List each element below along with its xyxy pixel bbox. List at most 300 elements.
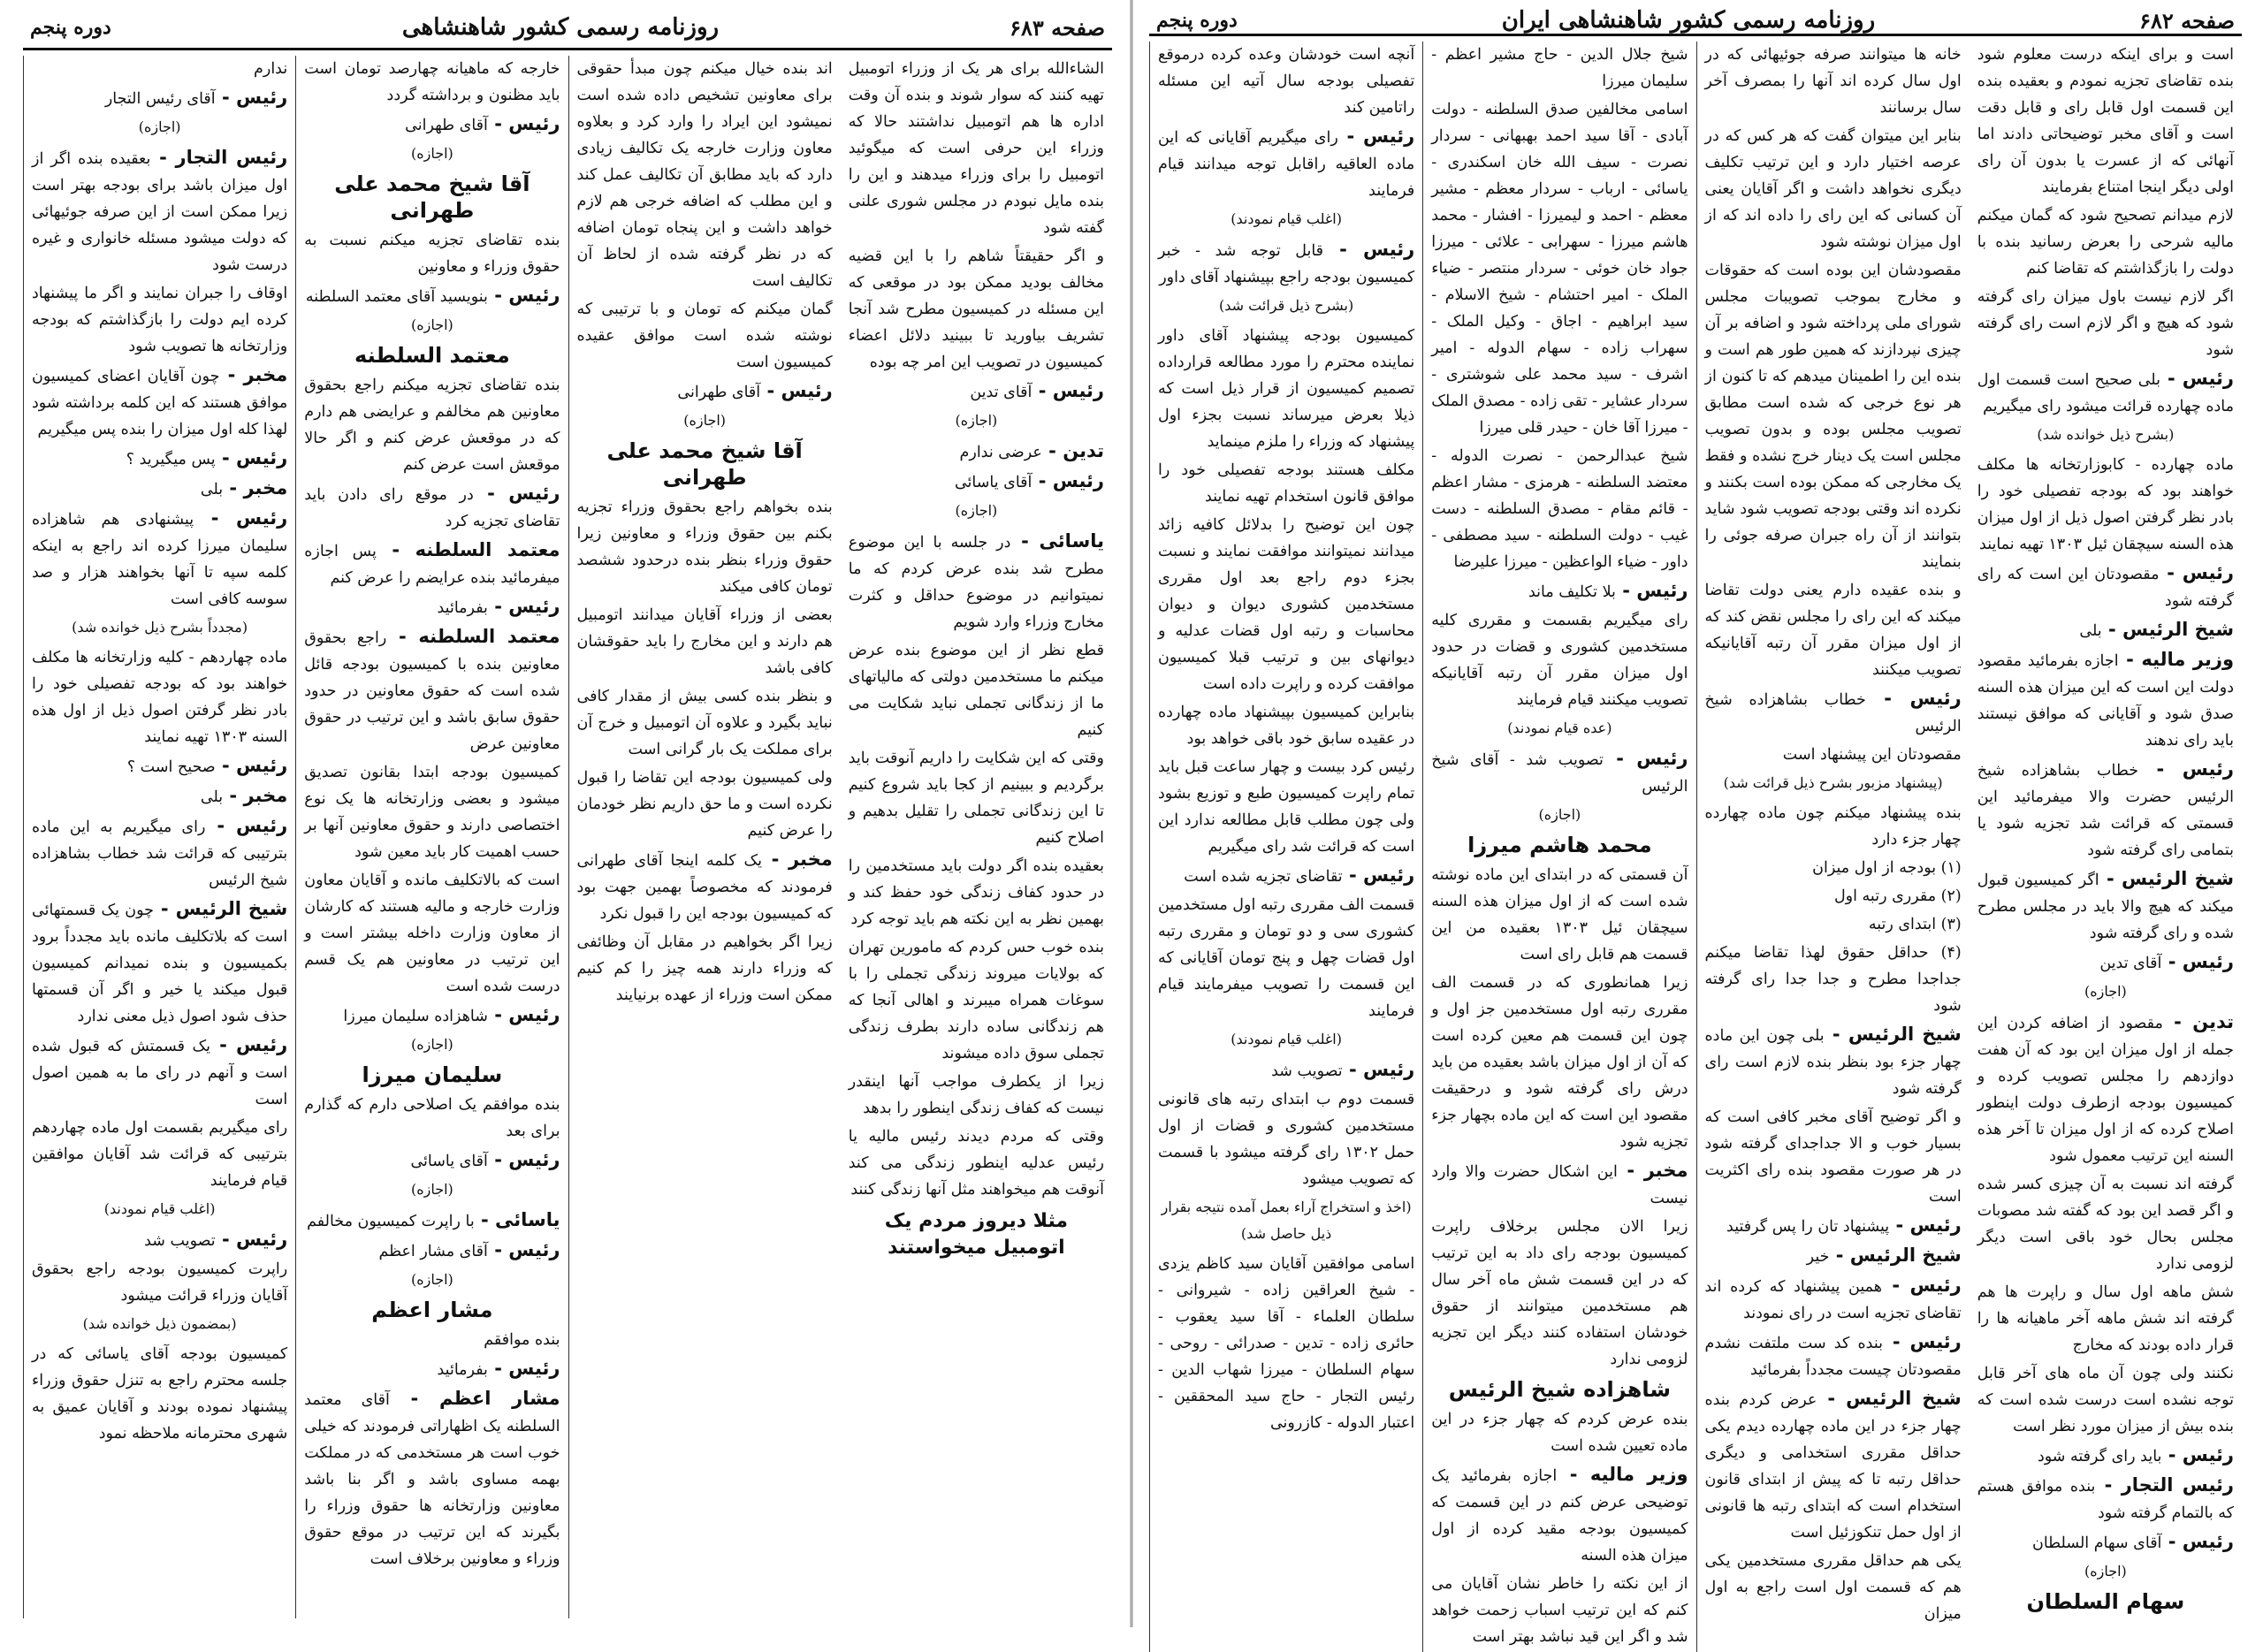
text-column (1696, 42, 1970, 1652)
paragraph (1705, 257, 1962, 575)
entry-text: بنابر این میتوان گفت که هر کس که در عرصه اختیار دارد و این ترتیب تکلیف دیگری نخواهد داشت و اگر آقایان یعنی آن کسانی که این رای را داده اند که از اول میزان نوشته شود (1704, 127, 1962, 251)
speech-entry (1431, 1461, 1688, 1569)
entry-text: شیخ جلال الدین - حاج مشیر اعظم - سلیمان میرزا (1431, 46, 1688, 90)
speaker-name: تدین - (1042, 440, 1104, 461)
entry-text: زیرا اگر بخواهیم در مقابل آن وظائفی که وزراء دارند همه چیز را کم کنیم ممکن است وزراء از عهده برنیایند (576, 933, 833, 1004)
entry-text: بنده خوب حس کردم که مامورین تهران که بولایات میروند زندگی تجملی را با سوغات همراه میبرند و اهالی آنجا که هم زندگانی ساده دارند بطرف زندگی تجملی سوق داده میشوند (848, 939, 1104, 1062)
entry-text: بعضی از وزراء آقایان میدانند اتومبیل هم دارند و این مخارج را باید حقوقشان کافی باشد (576, 606, 833, 677)
speaker-name: رئیس - (1882, 1275, 1962, 1296)
entry-text: مکلف هستند بودجه تفصیلی خود را موافق قانون استخدام تهیه نمایند (1158, 461, 1415, 506)
entry-text: این اشکال حضرت والا وارد نیست (1431, 1163, 1688, 1207)
speaker-name: یاسائی - (475, 1209, 560, 1230)
speech-entry (1977, 365, 2234, 420)
paragraph (577, 602, 833, 681)
speaker-name: رئیس - (1616, 580, 1688, 601)
speech-entry (1705, 1272, 1962, 1327)
entry-text: عرض کردم بنده چهار جزء در این ماده چهارده دیدم یکی حداقل مقرری استخدامی و دیگری حداقل رتبه تا که پیش از ابتدای قانون استخدام است که ابتدای رتبه ها قانونی از اول حمل تنکوزئیل است (1704, 1391, 1962, 1542)
entry-text: بعقیده بنده اگر از اول میزان باشد برای بودجه بهتر است زیرا ممکن است از این صرفه جوئیهائی که دولت میشود مسئله خانواری و غیره درست شود (32, 150, 288, 274)
speech-entry (1431, 1157, 1688, 1212)
entry-text: مقصودتان این پیشنهاد است (1782, 746, 1962, 764)
speech-entry (304, 480, 560, 535)
left-page-number: صفحه ۶۸۳ (1010, 14, 1105, 41)
text-column (568, 56, 841, 1618)
entry-text: پس میگیرید ؟ (126, 451, 216, 468)
entry-text: چون آقایان اعضای کمیسیون موافق هستند که این کلمه برداشته شود لهذا کله اول میزان را بنده پس میگیریم (32, 368, 288, 438)
speaker-name: مشار اعظم - (390, 1388, 560, 1409)
entry-text: قابل توجه شد - خبر کمیسیون بودجه راجع بپیشنهاد آقای داور (1158, 242, 1415, 286)
speaker-name: رئیس - (216, 1229, 288, 1250)
speaker-name: رئیس - (205, 815, 287, 836)
speaker-name: رئیس - (474, 483, 560, 504)
speaker-name: مخبر - (223, 477, 287, 499)
entry-text: رای میگیریم بقسمت اول ماده چهاردهم بترتیبی که قرائت شد آقایان موافقین قیام فرمایند (32, 1119, 288, 1190)
entry-text: اوقاف را جبران نمایند و اگر ما پیشنهاد کرده ایم دولت را بازگذاشتم که بودجه وزارتخانه ها تصویب شود (32, 285, 288, 355)
paragraph (849, 1069, 1104, 1122)
entry-text: باید رای گرفته شود (2037, 1448, 2162, 1465)
speaker-heading: آقا شیخ محمد علی طهرانی (334, 171, 530, 223)
left-page (0, 0, 1132, 1627)
speech-entry (304, 1237, 560, 1265)
entry-text: همین پیشنهاد که کرده اند تقاضای تجزیه است در رای نمودند (1704, 1278, 1962, 1322)
entry-text: لازم میدانم تصحیح شود که گمان میکنم مالیه شرحی را بعرض رسانید بنده با دولت را بازگذاشتم که تقاضا کنم (1977, 207, 2234, 278)
entry-text: وقتی که مردم دیدند رئیس مالیه یا رئیس عدلیه اینطور زندگی می کند آنوقت هم میخواهند مثل آنها زندگی کنند (848, 1128, 1104, 1199)
entry-text: شیخ عبدالرحمن - نصرت الدوله - معتضد السلطنه - هرمزی - مشار اعظم - قائم مقام - مصدق السلطنه - دست غیب - دولت السلطنه - سید مصطفی - داور - ضیاء الواعظین - میرزا علیرضا (1431, 447, 1688, 571)
entry-text: خطاب بشاهزاده شیخ الرئیس (1704, 691, 1962, 735)
speech-entry (1431, 745, 1688, 800)
speaker-name: رئیس التجار - (2095, 1474, 2234, 1496)
speech-entry (32, 1032, 287, 1113)
entry-text: آقای مشار اعظم (378, 1243, 488, 1260)
speech-entry (32, 895, 287, 1030)
entry-text: اند بنده خیال میکنم چون مبدأ حقوقی برای معاونین تشخیص داده شده است نمیشود این ایراد را وارد کرد و بعلاوه معاون وزارت خارجه یک تکالیف زیادی دارد که باید مطابق آن تکالیف عمل کند و این مطلب که اضافه خرجی هم لازم خواهد داشت و این پنجاه تومان اضافه که در نظر گرفته شده از لحاظ آن تکالیف است (576, 60, 833, 290)
entry-text: بنده تقاضای تجزیه میکنم نسبت به حقوق وزراء و معاونین (304, 232, 560, 276)
speech-entry (1977, 616, 2234, 644)
paragraph (1158, 754, 1414, 860)
speaker-name: رئیس - (2161, 1444, 2234, 1465)
speaker-name: وزیر مالیه - (1557, 1464, 1688, 1485)
speaker-name: رئیس - (488, 113, 560, 134)
procedural-note: (مجدداً بشرح ذیل خوانده شد) (72, 619, 248, 636)
speaker-name: رئیس - (488, 1004, 560, 1025)
paragraph (1705, 42, 1962, 121)
entry-text: شاهزاده سلیمان میرزا (343, 1008, 488, 1025)
entry-text: آقای رئیس التجار (104, 90, 216, 108)
paragraph (304, 1092, 560, 1145)
entry-text: گمان میکنم که تومان و با ترتیبی که نوشته شده است موافق عقیده کمیسیون است (576, 301, 833, 371)
speech-entry (304, 1385, 560, 1572)
speaker-name: مخبر - (223, 785, 287, 806)
speaker-name: رئیس - (2160, 562, 2234, 583)
entry-text: بنده موافقم یک اصلاحی دارم که گذارم برای بعد (304, 1096, 560, 1140)
paragraph (577, 683, 833, 763)
paragraph (1158, 457, 1414, 510)
paragraph (1158, 1251, 1414, 1436)
entry-text: آقای طهرانی (677, 384, 761, 401)
entry-text: بنده کد ست ملتفت نشدم مقصودتان چیست مجدداً بفرمائید (1704, 1335, 1962, 1379)
speaker-name: رئیس - (1343, 1059, 1415, 1080)
entry-text: کمیسیون بودجه ابتدا بقانون تصدیق میشود و بعضی وزارتخانه ها یک نوع اختصاصی دارند و حقوق معاونین آنها بر حسب اهمیت کار باید معین شود (304, 764, 560, 861)
left-page-header (23, 7, 1112, 50)
paragraph (849, 934, 1104, 1067)
paragraph (1705, 800, 1962, 853)
paragraph (304, 56, 560, 109)
paragraph (1158, 1086, 1414, 1192)
speech-entry (32, 362, 287, 443)
right-page-header (1149, 7, 2242, 36)
entry-text: از این نکته را خاطر نشان آقایان می کنم که این ترتیب اسباب زحمت خواهد شد و اگر این قید نباشد بهتر است (1431, 1575, 1688, 1646)
entry-text: اگر کمیسیون قبول میکند که هیچ والا باید در مجلس مطرح شده و رای گرفته شود (1977, 872, 2234, 942)
speaker-heading: سهام السلطان (2026, 1589, 2185, 1614)
entry-text: آقای یاسائی (410, 1153, 488, 1170)
speaker-name: رئیس التجار - (150, 147, 287, 168)
entry-text: اجازه بفرمائید یک توضیحی عرض کنم در این قسمت که کمیسیون بودجه مقید کرده از اول میزان هذه السنه (1431, 1467, 1688, 1564)
speaker-name: شیخ الرئیس - (1817, 1388, 1961, 1409)
paragraph (1705, 742, 1962, 768)
entry-text: تقاضای تجزیه شده است (1184, 868, 1343, 886)
speaker-name: رئیس - (210, 1034, 287, 1055)
speech-entry (32, 782, 287, 811)
procedural-note: (اجازه) (138, 118, 181, 135)
paragraph (577, 296, 833, 376)
paragraph (1431, 443, 1688, 575)
speech-entry (304, 1001, 560, 1030)
speech-entry (304, 1207, 560, 1235)
entry-text: قطع نظر از این موضوع بنده عرض میکنم ما مستخدمین دولتی که مالیاتهای ما از زندگانی تجملی نباید شکایت می کنیم (848, 642, 1104, 739)
entry-text: (۳) ابتدای رتبه (1868, 916, 1962, 933)
entry-text: الشاءالله برای هر یک از وزراء اتومبیل تهیه کنند که سوار شوند و بنده آن وقت اداره ها هم اتومبیل نداشتند حالا که وزراء این حرفی است که میگوئید اتومبیل را برای وزراء میدهند و این را بنده مایل نبودم در مجلس شوری علنی گفته شود (848, 60, 1104, 237)
entry-text: در موقع رای دادن باید تقاضای تجزیه کرد (304, 486, 560, 530)
entry-text: رای میگیریم بقسمت و مقرری کلیه مستخدمین کشوری و قضات در حدود اول میزان مقرر آن رتبه آقایانیکه تصویب میکنند قیام فرمایند (1431, 612, 1688, 709)
entry-text: تصویب شد (1271, 1062, 1343, 1080)
procedural-note: (بشرح ذیل خوانده شد) (2037, 426, 2175, 443)
procedural-note: (اجازه) (1538, 806, 1581, 823)
speaker-name: رئیس - (194, 507, 287, 529)
entry-text: آقای تدین (970, 384, 1032, 401)
procedural-note: (اجازه) (2084, 1563, 2127, 1580)
speaker-name: رئیس - (2138, 758, 2234, 780)
speaker-name: رئیس - (1323, 239, 1414, 260)
speech-entry (1705, 1242, 1962, 1270)
speech-entry (1977, 1528, 2234, 1557)
entry-text: بفرمائید (437, 599, 488, 617)
paragraph (1705, 883, 1962, 910)
speaker-name: معتمد السلطنه - (377, 539, 560, 560)
entry-text: بنده تقاضای تجزیه میکنم راجع بحقوق معاونین هم مخالفم و عرایضی هم دارم که در موقعش عرض کنم و اگر حالا موقعش است عرض کنم (304, 377, 560, 474)
speaker-name: رئیس - (2161, 1531, 2234, 1552)
speaker-name: شیخ الرئیس - (1825, 1024, 1962, 1045)
entry-text: کمیسیون بودجه آقای یاسائی که در جلسه محترم راجع به تنزل حقوق وزراء پیشنهاد نموده بودند و آقایان عمیق به شهری محترمانه ملاحظه نمود (32, 1345, 288, 1443)
speech-entry (1977, 1472, 2234, 1526)
speaker-name: شیخ الرئیس - (2099, 868, 2234, 889)
paragraph (1705, 1104, 1962, 1210)
entry-text: آقای یاسائی (954, 474, 1032, 491)
paragraph (1705, 855, 1962, 881)
paragraph (1431, 1214, 1688, 1373)
entry-text: بلی (200, 788, 224, 806)
speech-entry (1977, 646, 2234, 754)
paragraph (1431, 42, 1688, 95)
paragraph (1431, 607, 1688, 713)
speaker-name: شیخ الرئیس - (2102, 619, 2234, 640)
speaker-name: شیخ الرئیس - (154, 898, 287, 919)
speaker-name: وزیر مالیه - (2119, 649, 2234, 670)
speaker-name: مخبر - (219, 364, 287, 385)
procedural-note: (اجازه) (410, 1271, 453, 1288)
text-column (23, 56, 295, 1618)
entry-text: و بنده عقیده دارم یعنی دولت تقاضا میکند که این رای را مجلس نقض کند که از اول میزان مقرر آن رتبه آقایانیکه تصویب میکنند (1704, 582, 1962, 679)
entry-text: اگر لازم نیست باول میزان رای گرفته شود که هیچ و اگر لازم است رای گرفته شود (1977, 288, 2234, 359)
speaker-name: رئیس - (1032, 470, 1104, 491)
procedural-note: (اجازه) (683, 412, 727, 429)
entry-text: پیشنهاد تان را پس گرفتید (1726, 1218, 1890, 1236)
paragraph (1158, 892, 1414, 1024)
entry-text: خیر (1806, 1248, 1830, 1266)
speech-entry (1705, 1385, 1962, 1546)
speaker-heading: مشار اعظم (371, 1298, 493, 1322)
entry-text: راجع بحقوق معاونین بنده با کمیسیون بودجه قائل شده است که حقوق معاونین در حدود حقوق سابق باشد و این ترتیب در حقوق معاونین عرض (304, 629, 560, 753)
speaker-name: تدین - (2163, 1011, 2234, 1032)
text-column (841, 56, 1112, 1618)
paragraph (1431, 96, 1688, 441)
paragraph (1977, 42, 2234, 201)
speaker-name: رئیس - (488, 285, 560, 306)
entry-text: اجازه بفرمائید مقصود دولت این است که این میزان هذه السنه صدق شود و آقایانی که موافق نیستند باید رای ندهند (1977, 652, 2234, 750)
entry-text: رای میگیریم به این ماده بترتیبی که قرائت شد خطاب بشاهزاده شیخ الرئیس (32, 818, 288, 889)
speech-entry (849, 468, 1104, 496)
entry-text: و اگر حقیقتاً شاهم را با این قضیه مخالف بودید ممکن بود در موقعی که این مسئله در کمیسیون مطرح شد آنجا تشریف بیاورید تا ببینید دلائل اعضاء کمیسیون در تصویب این امر چه بوده (848, 247, 1104, 371)
speaker-heading: معتمد السلطنه (354, 343, 510, 368)
speech-entry (1977, 756, 2234, 864)
procedural-note: (اغلب قیام نمودند) (1231, 1031, 1342, 1047)
entry-text: ماده چهارده - کابوزارتخانه ها مکلف خواهند بود که بودجه تفصیلی خود را بادر نظر گرفتن اصول ذیل از اول میزان هذه السنه سیچقان ئیل ۱۳۰۳ تهیه نمایند (1977, 456, 2234, 553)
paragraph (304, 1327, 560, 1353)
entry-text: زیرا همانطوری که در قسمت الف مقرری رتبه اول مستخدمین جز اول و چون این قسمت هم معین کرده است که آن از اول میزان باشد بعقیده من باید درش رای گرفته شود و درحقیقت مقصود این است که این ماده بچهار جزء تجزیه شود (1431, 974, 1688, 1151)
entry-text: ماده چهاردهم - کلیه وزارتخانه ها مکلف خواهند بود که بودجه تفصیلی خود را بادر نظر گرفتن اصول ذیل از اول هذه السنه ۱۳۰۳ تهیه نمایند (32, 649, 288, 746)
paragraph (849, 637, 1104, 743)
speech-entry (32, 475, 287, 503)
paragraph (1977, 452, 2234, 558)
entry-text: است که بالاتکلیف مانده و آقایان معاون وزارت خارجه و مالیه هستند که کارشان از معاون وزارت داخله بیشتر است و این ترتیب در معاونین هم یک قسم درست شده است (304, 872, 560, 995)
entry-text: است و برای اینکه درست معلوم شود بنده تقاضای تجزیه نمودم و بعقیده بنده این قسمت اول قابل رای و قابل دقت است و آقای مخبر توضیحاتی دادند اما آنهائی که از عسرت یا بدون آن رای اولی دیگر اینجا امتناع بفرمایند (1977, 46, 2234, 196)
entry-text: بلا تکلیف ماند (1528, 583, 1616, 601)
entry-text: آقای معتمد السلطنه یک اظهاراتی فرمودند که خیلی خوب است هر مستخدمی که در مملکت بهمه مساوی باشد و اگر بنا باشد معاونین وزارتخانه ها حقوق وزراء را بگیرند که این ترتیب در موقع حقوق وزراء و معاونین برخلاف است (304, 1391, 560, 1568)
entry-text: آقای تدین (2099, 955, 2162, 972)
footer-line: مثلا دیروز مردم یک اتومبیل میخواستند (884, 1210, 1069, 1259)
entry-text: مقصودشان این بوده است که حقوقات و مخارج بموجب تصویبات مجلس شورای ملی پرداخته شود و اضافه بر آن چیزی نپردازند که همین طور هم است و بنده این را اطمینان میدهم که تا کنون از هر نوع خرجی که شده است مطابق تصویب مجلس بوده و بدون تصویب مجلس است یک دینار خرج نشده و فقط یک مخارجی که ممکن بوده است بکنند و نکرده اند وقتی بودجه تصویب شود شاید بتوانند از آن راه جبران صرفه جوئی را بنمایند (1704, 262, 1962, 571)
speech-entry (1158, 236, 1414, 291)
entry-text: رئیس کرد بیست و چهار ساعت قبل باید تمام راپرت کمیسیون طبع و توزیع بشود ولی چون مطلب قابل مطالعه ندارد این است که قرائت شد رای میگیریم (1158, 758, 1415, 856)
speech-entry (304, 623, 560, 757)
entry-text: بفرمائید (437, 1361, 488, 1379)
procedural-note: (بشرح ذیل قرائت شد) (1219, 297, 1354, 314)
paragraph (1431, 862, 1688, 968)
speaker-name: رئیس - (1883, 1331, 1962, 1352)
speaker-heading: شاهزاده شیخ الرئیس (1448, 1377, 1671, 1402)
paragraph (849, 1123, 1104, 1203)
paragraph (577, 765, 833, 844)
paragraph (304, 227, 560, 280)
speech-entry (1977, 948, 2234, 977)
entry-text: وقتی که این شکایت را داریم آنوقت باید برگردیم و ببینیم از کجا باید شروع کنیم تا این زندگانی تجملی را تقلیل بدهیم و اصلاح کنیم (848, 750, 1104, 847)
paragraph (849, 243, 1104, 376)
right-page-issue: دوره پنجم (1156, 9, 1238, 32)
entry-text: قسمت دوم ب ابتدای رتبه های قانونی مستخدمین کشوری و قضات از اول حمل ۱۳۰۲ رای گرفته میشود با قسمت که تصویب میشود (1158, 1091, 1415, 1188)
procedural-note: (بمضمون ذیل خوانده شد) (82, 1315, 237, 1332)
entry-text: چون یک قسمتهائی است که بلاتکلیف مانده باید مجدداً برود بکمیسیون و بنده نمیدانم کمیسیون قبول میکند یا خیر و اگر آن قسمتها حذف شود اصول ذیل معنی ندارد (32, 902, 288, 1025)
text-column (1970, 42, 2242, 1652)
speech-entry (304, 282, 560, 310)
speaker-name: رئیس - (1338, 126, 1414, 147)
paragraph (32, 56, 287, 82)
entry-text: راپرت کمیسیون بودجه راجع بحقوق آقایان وزراء قرائت میشود (32, 1260, 288, 1305)
entry-text: (۲) مقرری رتبه اول (1833, 887, 1962, 905)
speech-entry (849, 528, 1104, 636)
speech-entry (32, 84, 287, 112)
speaker-heading: محمد هاشم میرزا (1467, 833, 1652, 857)
speech-entry (577, 377, 833, 406)
speech-entry (1977, 1442, 2234, 1470)
speaker-name: رئیس - (488, 1358, 560, 1379)
entry-text: صحیح است ؟ (126, 758, 216, 776)
paragraph (1705, 940, 1962, 1019)
procedural-note: (اجازه) (410, 1036, 453, 1053)
paragraph (1977, 284, 2234, 363)
speaker-name: رئیس - (488, 1149, 560, 1170)
paragraph (1431, 1406, 1688, 1459)
entry-text: بنده موافقم (484, 1331, 560, 1349)
speaker-heading: آقا شیخ محمد علی طهرانی (606, 438, 803, 490)
right-page-title: روزنامه رسمی کشور شاهنشاهی ایران (1501, 7, 1876, 34)
paragraph (849, 745, 1104, 851)
speech-entry (1158, 123, 1414, 204)
speaker-name: رئیس - (488, 596, 560, 617)
paragraph (1977, 1360, 2234, 1440)
speaker-name: رئیس - (1604, 748, 1688, 769)
speech-entry (1158, 1056, 1414, 1085)
entry-text: بنده بخواهم راجع بحقوق وزراء تجزیه بکنم بین حقوق وزراء و معاونین زیرا حقوق وزراء بنظر بنده درحدود ششصد تومان کافی میکند (576, 499, 833, 596)
speaker-name: معتمد السلطنه - (386, 626, 560, 647)
entry-text: پیشنهادی هم شاهزاده سلیمان میرزا کرده اند راجع به اینکه کلمه سپه تا آنها بخواهند هزار و صد سوسه کافی است (32, 511, 288, 608)
speech-entry (1705, 1212, 1962, 1240)
paragraph (1977, 1279, 2234, 1359)
entry-text: (۱) بودجه از اول میزان (1812, 859, 1962, 877)
procedural-note: (اجازه) (410, 316, 453, 333)
speaker-name: رئیس - (760, 380, 833, 401)
paragraph (849, 853, 1104, 933)
entry-text: بنویسید آقای معتمد السلطنه (305, 288, 488, 306)
procedural-note: (اجازه) (2084, 983, 2127, 1000)
entry-text: قسمت الف مقرری رتبه اول مستخدمین کشوری سی و دو تومان و مقرری رتبه اول قضات چهل و پنج تومان آقایانی که این قسمت را تصویب میفرمایند قیام فرمایند (1158, 896, 1415, 1020)
speech-entry (32, 505, 287, 613)
entry-text: کمیسیون بودجه پیشنهاد آقای داور نماینده محترم را مورد مطالعه قرارداده تصمیم کمیسیون از قرار ذیل است که ذیلا بعرض میرساند نسبت بجزء اول پیشنهاد که وزراء را ملزم مینماید (1158, 327, 1415, 451)
procedural-note: (عده قیام نمودند) (1507, 719, 1612, 736)
entry-text: پس اجازه میفرمائید بنده عرایضم را عرض کنم (304, 543, 560, 587)
right-page (1132, 0, 2263, 1646)
paragraph (1158, 699, 1414, 752)
entry-text: و بنظر بنده کسی بیش از مقدار کافی نباید بگیرد و علاوه آن اتومبیل و خرج آن برای مملکت یک بار گرانی است (576, 688, 833, 758)
entry-text: آنچه است خودشان وعده کرده درموقع تفصیلی بودجه سال آتیه این مسئله راتامین کند (1158, 46, 1415, 117)
entry-text: بلی چون این ماده چهار جزء بود بنظر بنده لازم است رای گرفته شود (1704, 1027, 1962, 1098)
entry-text: خارجه که ماهیانه چهارصد تومان است باید مظنون و برداشته گردد (304, 60, 560, 104)
procedural-note: (اغلب قیام نمودند) (103, 1200, 216, 1217)
speaker-name: رئیس - (1343, 864, 1415, 886)
paragraph (32, 280, 287, 360)
speaker-name: مخبر - (1618, 1160, 1688, 1181)
entry-text: یک کلمه اینجا آقای طهرانی فرمودند که مخصوصاً بهمین جهت بود که کمیسیون بودجه این را قبول نکرد (576, 852, 833, 923)
speech-entry (849, 377, 1104, 406)
speaker-name: شیخ الرئیس - (1829, 1245, 1961, 1266)
speech-entry (32, 144, 287, 278)
speaker-name: رئیس - (216, 447, 288, 468)
speech-entry (577, 846, 833, 927)
left-page-title: روزنامه رسمی کشور شاهنشاهی (401, 14, 720, 41)
speech-entry (32, 1226, 287, 1254)
speech-entry (32, 752, 287, 780)
right-page-columns (1149, 42, 2242, 1652)
speaker-name: مخبر - (762, 849, 833, 870)
paragraph (304, 867, 560, 1000)
entry-text: شش ماهه اول سال و راپرت ها هم گرفته اند شش ماهه آخر ماهیانه ها را قرار داده بودند که مخارج (1977, 1283, 2234, 1354)
entry-text: زیرا از یکطرف مواجب آنها اینقدر نیست که کفاف زندگی اینطور را بدهد (848, 1073, 1104, 1117)
speech-entry (1977, 865, 2234, 947)
entry-text: بلی (2079, 622, 2102, 640)
procedural-note: (اخذ و استخراج آراء بعمل آمده نتیجه بقرار ذیل حاصل شد) (1161, 1199, 1412, 1242)
text-column (1149, 42, 1422, 1652)
entry-text: بعقیده بنده اگر دولت باید مستخدمین را در حدود کفاف زندگی خود حفظ کند و بهمین نظر به این نکته هم باید توجه کرد (848, 857, 1104, 928)
speech-entry (304, 537, 560, 591)
paragraph (577, 56, 833, 294)
entry-text: آقای طهرانی (405, 117, 488, 134)
entry-text: مقصودتان این است که رای گرفته شود (1977, 566, 2234, 610)
paragraph (32, 1256, 287, 1309)
entry-text: خطاب بشاهزاده شیخ الرئیس حضرت والا میفرمائید این قسمتی که قرائت شد تجزیه شود یا بتمامی رای گرفته شود (1977, 762, 2234, 859)
speech-entry (1705, 1328, 1962, 1383)
speaker-name: رئیس - (1866, 688, 1962, 709)
entry-text: گرفته اند نسبت به آن چیزی کسر شده و اگر قصد این بود که گفته شد مصوبات مجلس بحال خود باقی است دیگر لزومی ندارد (1977, 1176, 2234, 1273)
paragraph (1158, 323, 1414, 455)
entry-text: یک قسمتش که قبول شده است و آنهم در رای ما به همین اصول است (32, 1038, 288, 1108)
text-column (1422, 42, 1695, 1652)
entry-text: بنده عرض کردم که چهار جزء در این ماده تعیین شده است (1431, 1411, 1688, 1455)
paragraph (1977, 1171, 2234, 1277)
speaker-name: رئیس - (216, 755, 288, 776)
speech-entry (304, 110, 560, 139)
speech-entry (32, 812, 287, 894)
paragraph (1431, 970, 1688, 1155)
speaker-name: رئیس - (216, 87, 288, 108)
entry-text: (۴) حداقل حقوق لهذا تقاضا میکنم جداجدا مطرح و جدا جدا رای گرفته شود (1704, 944, 1962, 1015)
left-page-issue: دوره پنجم (30, 16, 111, 39)
procedural-note: (اجازه) (955, 502, 998, 519)
speech-entry (1158, 862, 1414, 890)
procedural-note: (اجازه) (410, 1181, 453, 1198)
paragraph (32, 1115, 287, 1194)
speech-entry (304, 593, 560, 621)
entry-text: و اگر توضیح آقای مخبر کافی است که بسیار خوب و الا جداجدای گرفته شود در هر صورت مقصود بنده رای اکثریت است (1704, 1108, 1962, 1206)
speech-entry (1431, 577, 1688, 605)
speech-entry (1977, 560, 2234, 614)
procedural-note: (اجازه) (410, 145, 453, 162)
entry-text: با راپرت کمیسیون مخالفم (307, 1213, 475, 1230)
paragraph (32, 1341, 287, 1447)
entry-text: بلی (200, 481, 224, 499)
paragraph (32, 644, 287, 750)
entry-text: ولی کمیسیون بودجه این تقاضا را قبول نکرده است و ما حق داریم نظر خودمان را عرض کنیم (576, 769, 833, 840)
entry-text: عرضی ندارم (959, 444, 1042, 461)
entry-text: مقصود از اضافه کردن این جمله از اول میزان این بود که آن هفت دوازدهم را مجلس تصویب کرده و کمیسیون بودجه ازطرف دولت اینطور اصلاح کرده که از اول میزان تا آخر هذه السنه این ترتیب معمول شود (1977, 1015, 2234, 1165)
paragraph (1705, 577, 1962, 683)
procedural-note: (اجازه) (955, 412, 998, 429)
